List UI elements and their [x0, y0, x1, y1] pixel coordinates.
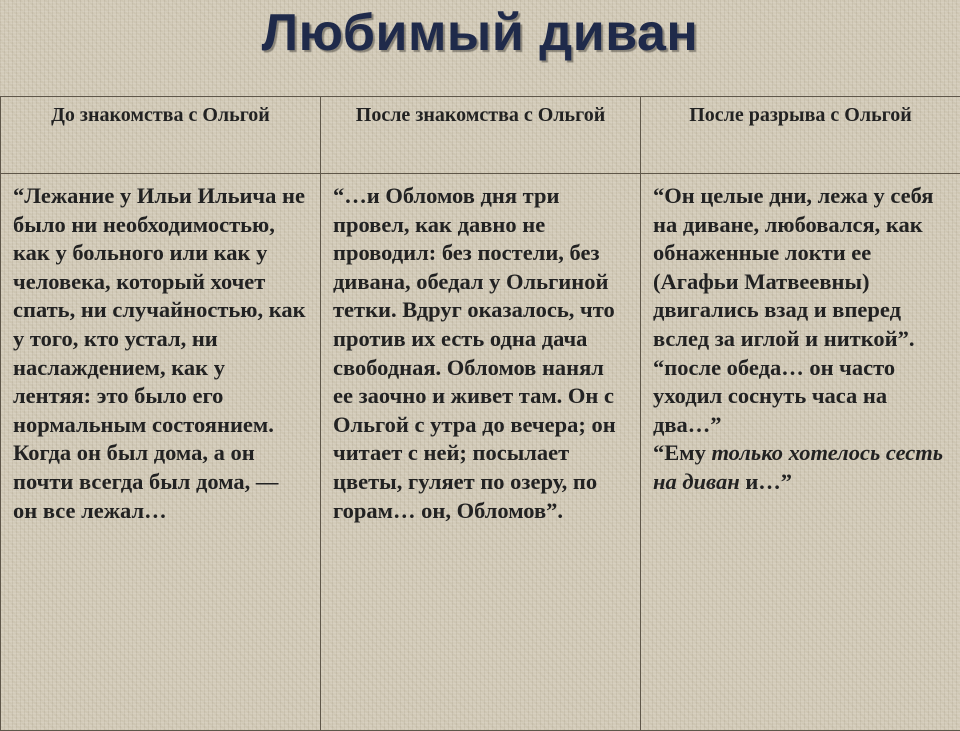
- table-row: [1, 174, 960, 731]
- cell-after-breakup: [641, 174, 960, 731]
- quote-breakup-3: [653, 439, 948, 496]
- cell-before-meeting: [1, 174, 321, 731]
- quote-after-meeting: “…и Обломов дня три провел, как давно не проводил: без постели, без дивана, обедал у Ольгиной тетки. Вдруг оказалось, что против их есть одна дача свободная. Обломов нанял ее заочно и живет там. Он с Ольгой с утра до вечера; он читает с ней; посылает цветы, гуляет по озеру, по горам… он, Обломов”.: [333, 182, 628, 525]
- header-after-meeting: После знакомства с Ольгой: [321, 97, 641, 174]
- quote-breakup-2: “после обеда… он часто уходил соснуть часа на два…”: [653, 354, 948, 440]
- quote-breakup-3-close: и…”: [740, 469, 792, 494]
- quote-breakup-3-italic: только хотелось сесть на диван: [653, 440, 943, 494]
- header-before-meeting: До знакомства с Ольгой: [1, 97, 321, 174]
- cell-after-meeting: [321, 174, 641, 731]
- slide-title: Любимый диван: [0, 0, 960, 78]
- header-after-breakup: После разрыва с Ольгой: [641, 97, 960, 174]
- table-header-row: [1, 97, 960, 174]
- quote-breakup-3-open: “Ему: [653, 440, 711, 465]
- quote-before-meeting: “Лежание у Ильи Ильича не было ни необходимостью, как у больного или как у человека, который хочет спать, ни случайностью, как у того, кто устал, ни наслаждением, как у лентяя: это было его нормальным состоянием. Когда он был дома, а он почти всегда был дома, — он все лежал…: [13, 182, 308, 525]
- quote-breakup-1: “Он целые дни, лежа у себя на диване, любовался, как обнаженные локти ее (Агафьи Матвеевны) двигались взад и вперед вслед за иглой и ниткой”.: [653, 182, 948, 354]
- comparison-table: [0, 96, 960, 731]
